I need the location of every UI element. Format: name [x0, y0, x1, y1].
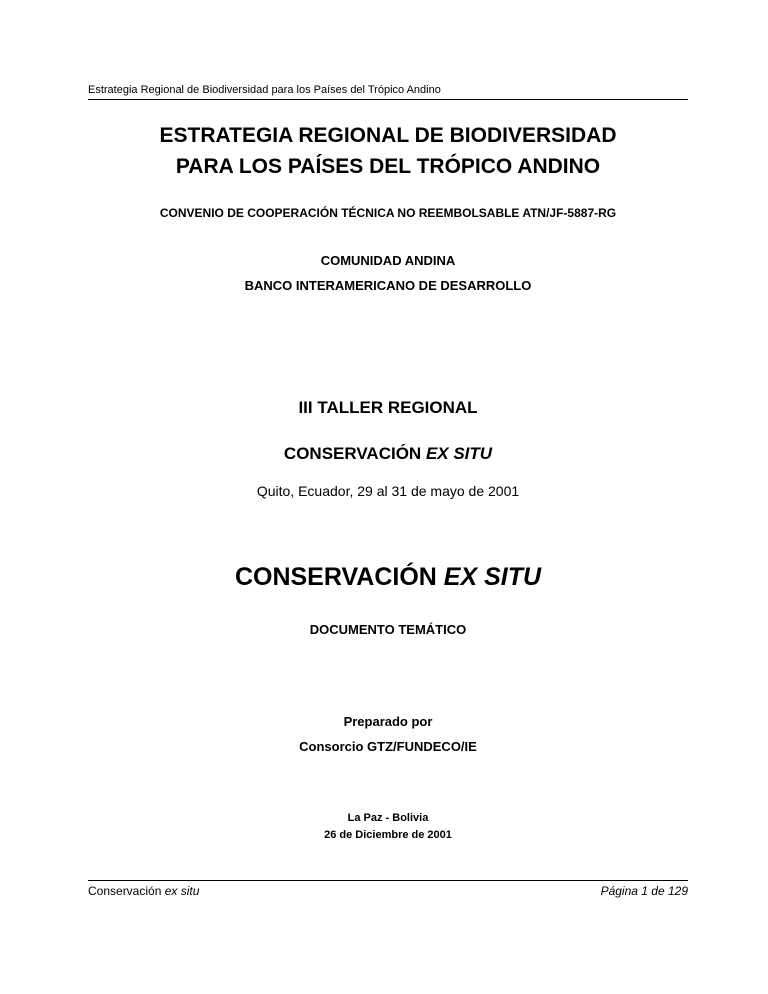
organization-2: BANCO INTERAMERICANO DE DESARROLLO — [244, 278, 532, 293]
publication-place: La Paz - Bolivia — [347, 812, 429, 824]
document-title-main: CONSERVACIÓN — [234, 563, 444, 591]
publication-date: 26 de Diciembre de 2001 — [324, 829, 452, 841]
workshop-subtitle-main: CONSERVACIÓN — [283, 444, 426, 463]
prepared-by-label: Preparado por — [343, 714, 433, 729]
prepared-by-name: Consorcio GTZ/FUNDECO/IE — [299, 739, 477, 754]
workshop-location-date: Quito, Ecuador, 29 al 31 de mayo de 2001 — [256, 483, 520, 499]
footer-title — [88, 884, 199, 898]
page-number: Página 1 de 129 — [600, 884, 688, 898]
workshop-subtitle-italic: EX SITU — [425, 444, 493, 463]
workshop-title: III TALLER REGIONAL — [298, 398, 478, 417]
agreement-line: CONVENIO DE COOPERACIÓN TÉCNICA NO REEMBOLSABLE ATN/JF-5887-RG — [159, 206, 617, 220]
title-line-1: ESTRATEGIA REGIONAL DE BIODIVERSIDAD — [159, 124, 617, 147]
workshop-subtitle — [88, 444, 688, 464]
document-title — [88, 563, 688, 592]
footer-title-italic: ex situ — [164, 884, 200, 898]
running-header: Estrategia Regional de Biodiversidad para los Países del Trópico Andino — [88, 84, 688, 100]
document-main-title — [88, 120, 688, 182]
document-title-italic: EX SITU — [443, 563, 542, 591]
running-footer — [88, 880, 688, 898]
organization-1: COMUNIDAD ANDINA — [320, 253, 456, 268]
footer-title-main: Conservación — [88, 884, 165, 898]
title-line-2: PARA LOS PAÍSES DEL TRÓPICO ANDINO — [175, 155, 601, 178]
document-type: DOCUMENTO TEMÁTICO — [309, 622, 467, 637]
